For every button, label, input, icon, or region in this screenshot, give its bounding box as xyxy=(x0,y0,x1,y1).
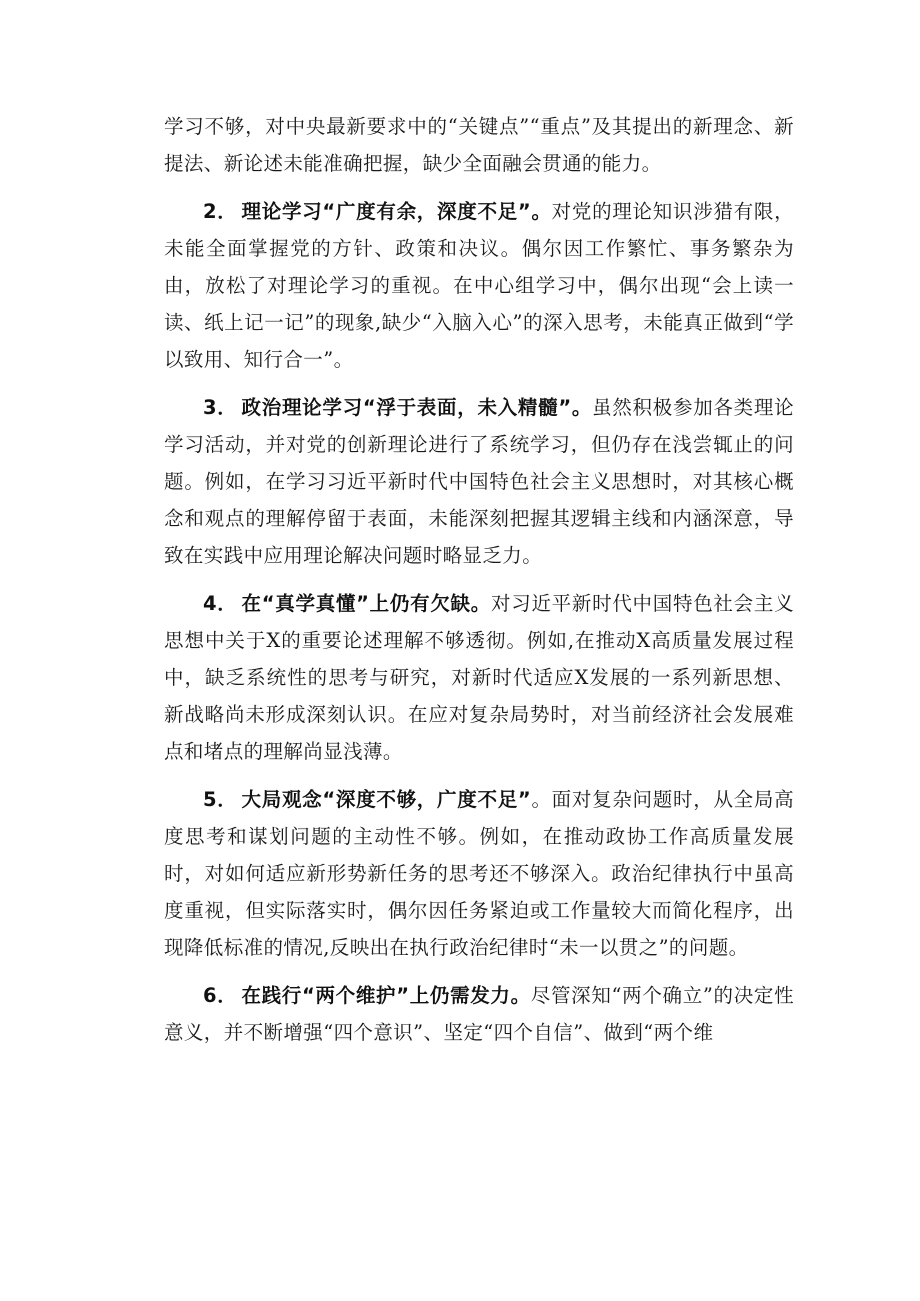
paragraph-body: 对党的理论知识涉猎有限，未能全面掌握党的方针、政策和决议。偶尔因工作繁忙、事务繁杂为由，放松了对理论学习的重视。在中心组学习中，偶尔出现“会上读一读、纸上记一记”的现象,缺少“入脑入心”的深入思考，未能真正做到“学以致用、知行合一”。 xyxy=(164,200,794,371)
paragraph-continuation xyxy=(164,108,794,182)
paragraph-body: 学习不够，对中央最新要求中的“关键点”“重点”及其提出的新理念、新提法、新论述未能准确把握，缺少全面融会贯通的能力。 xyxy=(164,115,794,175)
paragraph-item-5 xyxy=(164,781,794,966)
paragraph-body: 尽管深知“两个确立”的决定性意义，并不断增强“四个意识”、坚定“四个自信”、做到“两个维 xyxy=(164,984,794,1044)
document-body xyxy=(164,108,794,1062)
paragraph-heading: 大局观念“深度不够，广度不足” xyxy=(241,788,532,811)
paragraph-number: 3． xyxy=(203,396,238,419)
paragraph-heading: 政治理论学习“浮于表面，未入精髓”。 xyxy=(241,396,593,419)
paragraph-heading: 理论学习“广度有余，深度不足”。 xyxy=(241,200,552,223)
paragraph-heading: 在践行“两个维护”上仍需发力。 xyxy=(241,984,531,1007)
paragraph-number: 5． xyxy=(203,788,238,811)
paragraph-body: 。面对复杂问题时，从全局高度思考和谋划问题的主动性不够。例如，在推动政协工作高质量发展时，对如何适应新形势新任务的思考还不够深入。政治纪律执行中虽高度重视，但实际落实时，偶尔因任务紧迫或工作量较大而简化程序，出现降低标准的情况,反映出在执行政治纪律时“未一以贯之”的问题。 xyxy=(164,788,795,959)
paragraph-item-4 xyxy=(164,585,794,770)
paragraph-number: 6． xyxy=(203,984,238,1007)
paragraph-body: 对习近平新时代中国特色社会主义思想中关于X的重要论述理解不够透彻。例如,在推动X高质量发展过程中，缺乏系统性的思考与研究，对新时代适应X发展的一系列新思想、新战略尚未形成深刻认识。在应对复杂局势时，对当前经济社会发展难点和堵点的理解尚显浅薄。 xyxy=(164,592,794,763)
paragraph-number: 2． xyxy=(203,200,238,223)
paragraph-number: 4． xyxy=(203,592,238,615)
paragraph-item-3 xyxy=(164,389,794,574)
paragraph-item-2 xyxy=(164,193,794,378)
paragraph-item-6 xyxy=(164,977,794,1051)
paragraph-body: 虽然积极参加各类理论学习活动，并对党的创新理论进行了系统学习，但仍存在浅尝辄止的问题。例如，在学习习近平新时代中国特色社会主义思想时，对其核心概念和观点的理解停留于表面，未能深刻把握其逻辑主线和内涵深意，导致在实践中应用理论解决问题时略显乏力。 xyxy=(164,396,794,567)
paragraph-heading: 在“真学真懂”上仍有欠缺。 xyxy=(241,592,492,615)
